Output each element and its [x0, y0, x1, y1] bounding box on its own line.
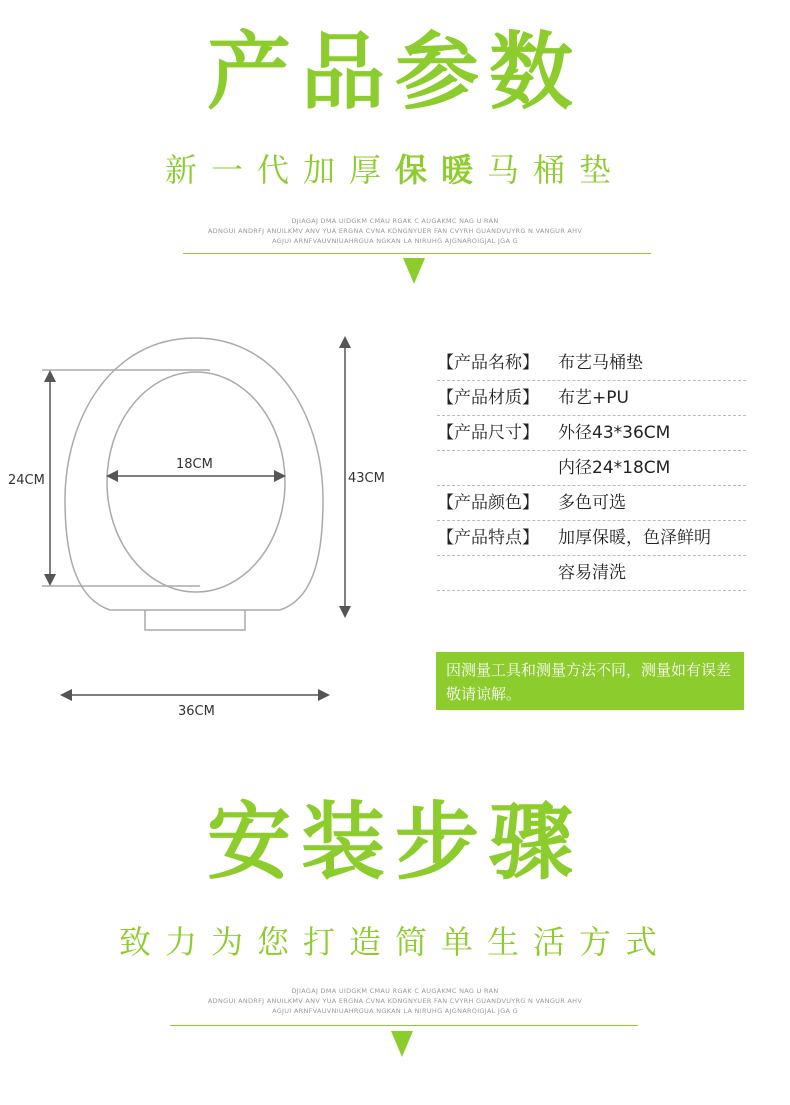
inner-width-label: 18CM — [176, 457, 213, 472]
fine-print-line: ADNGUI ANDRFJ ANUILKMV ANV YUA ERGNA CVNA KDNGNYUER FAN CVYRH GUANDVUYRG N VANGUR AHV — [207, 227, 583, 235]
fine-print-line: ADNGUI ANDRFJ ANUILKMV ANV YUA ERGNA CVNA KDNGNYUER FAN CVYRH GUANDVUYRG N VANGUR AHV — [207, 997, 583, 1005]
spec-value: 内径24*18CM — [558, 458, 671, 478]
spec-key: 【产品特点】 — [437, 528, 539, 548]
fine-print-2 — [0, 986, 790, 1016]
subtitle-bold: 保暖 — [394, 151, 487, 189]
fine-print-line: DJIAGAJ DMA UIDGKM CMAU RGAK C AUGAKMC NAG U RAN — [291, 217, 499, 225]
outer-width-label: 36CM — [178, 704, 215, 719]
fine-print-1 — [0, 216, 790, 246]
install-steps-title: 安装步骤 — [206, 793, 583, 891]
fine-print-line: AGJUI ARNFVAUVNIUAHRGUA NGKAN LA NIRUHG AJGNAROIGJAL JGA G — [272, 1007, 518, 1015]
spec-row-material — [437, 381, 746, 416]
spec-key: 【产品颜色】 — [437, 493, 539, 513]
fine-print-line: AGJUI ARNFVAUVNIUAHRGUA NGKAN LA NIRUHG AJGNAROIGJAL JGA G — [272, 237, 518, 245]
spec-row-size-inner — [437, 451, 746, 486]
spec-row-size — [437, 416, 746, 451]
spec-value: 外径43*36CM — [558, 423, 671, 443]
spec-key: 【产品名称】 — [437, 353, 539, 373]
subtitle-prefix: 新一代加厚 — [164, 151, 395, 189]
install-subtitle: 致力为您打造简单生活方式 — [118, 923, 671, 961]
divider-line — [183, 253, 651, 254]
product-params-title: 产品参数 — [206, 23, 583, 121]
seat-hinge — [145, 610, 245, 630]
spec-value: 布艺马桶垫 — [558, 353, 643, 373]
down-triangle-icon — [391, 1031, 413, 1057]
fine-print-line: DJIAGAJ DMA UIDGKM CMAU RGAK C AUGAKMC NAG U RAN — [291, 987, 499, 995]
spec-row-features — [437, 521, 746, 556]
down-triangle-icon — [403, 258, 425, 284]
subtitle-suffix: 马桶垫 — [487, 151, 626, 189]
spec-row-name — [437, 346, 746, 381]
spec-key: 【产品尺寸】 — [437, 423, 539, 443]
outer-height-label: 43CM — [348, 471, 385, 486]
spec-row-features-2 — [437, 556, 746, 591]
spec-value: 布艺+PU — [558, 388, 629, 408]
spec-value: 多色可选 — [558, 493, 626, 513]
spec-row-color — [437, 486, 746, 521]
product-subtitle — [0, 151, 790, 189]
spec-key: 【产品材质】 — [437, 388, 539, 408]
toilet-seat-diagram — [0, 320, 430, 740]
seat-inner-opening — [107, 372, 285, 592]
inner-height-label: 24CM — [8, 473, 45, 488]
divider-line — [170, 1025, 638, 1026]
spec-value: 容易清洗 — [558, 563, 626, 583]
spec-value: 加厚保暖，色泽鲜明 — [558, 528, 711, 548]
measurement-note: 因测量工具和测量方法不同，测量如有误差敬请谅解。 — [436, 652, 744, 710]
